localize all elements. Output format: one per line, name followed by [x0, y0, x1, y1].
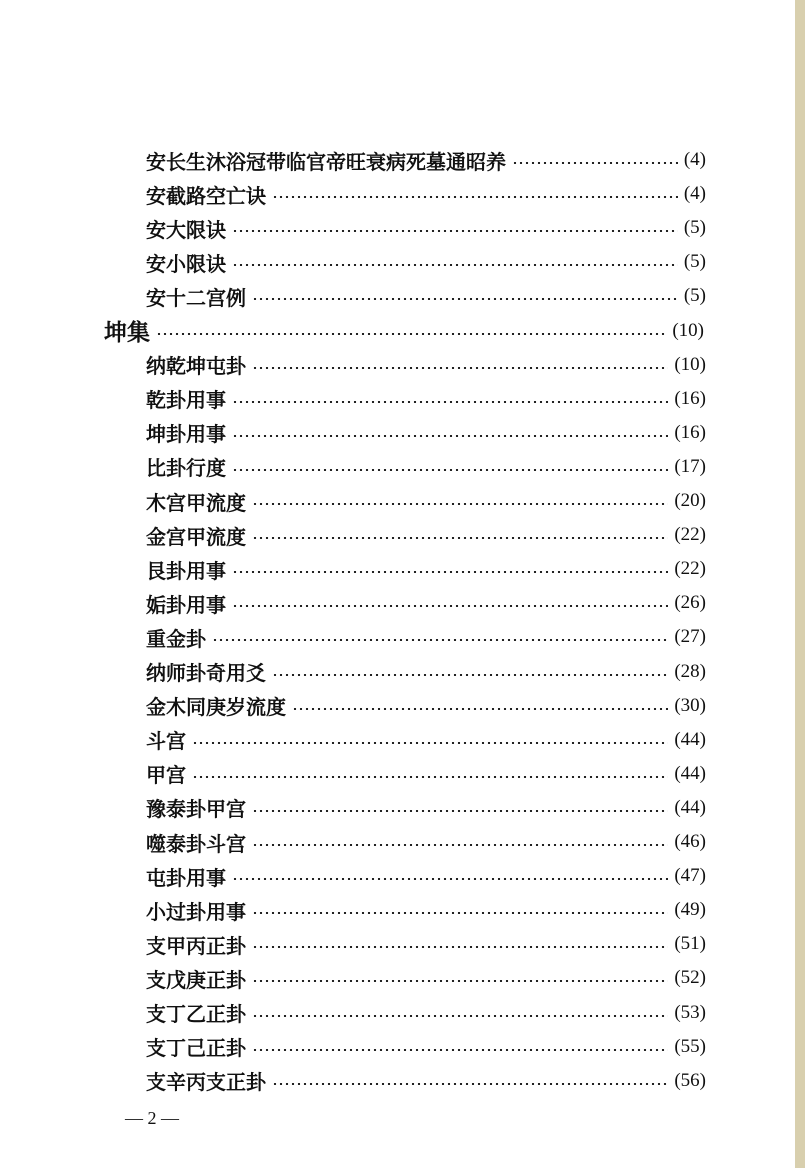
toc-entry — [146, 179, 706, 209]
toc-entry-title: 金宫甲流度 — [146, 524, 246, 549]
dot-leader — [232, 435, 668, 437]
toc-entry-title: 支戊庚正卦 — [146, 967, 246, 992]
toc-entry — [146, 657, 706, 687]
toc-entry-title: 乾卦用事 — [146, 388, 226, 413]
toc-entry-title: 支辛丙支正卦 — [146, 1070, 266, 1095]
dot-leader — [252, 367, 668, 369]
toc-entry-title: 小过卦用事 — [146, 899, 246, 924]
toc-entry-page: (46) — [674, 831, 706, 852]
page-number: — 2 — — [125, 1108, 179, 1128]
toc-entry-title: 噬泰卦斗宫 — [146, 831, 246, 856]
toc-entry-page: (10) — [674, 353, 706, 375]
toc-entry-title: 坤卦用事 — [146, 422, 226, 447]
toc-entry — [146, 622, 706, 652]
toc-entry-page: (4) — [683, 149, 706, 170]
toc-entry-page: (28) — [674, 660, 706, 682]
toc-entry — [146, 691, 706, 721]
toc-entry-page: (47) — [674, 865, 706, 887]
toc-entry-title: 艮卦用事 — [146, 558, 226, 583]
toc-entry-title: 支甲丙正卦 — [146, 933, 246, 958]
dot-leader — [272, 674, 668, 676]
dot-leader — [252, 503, 668, 505]
toc-entry — [146, 452, 706, 482]
dot-leader — [512, 162, 678, 164]
toc-entry — [146, 520, 706, 550]
dot-leader — [192, 776, 668, 778]
dot-leader — [292, 708, 668, 710]
toc-entry-page: (16) — [674, 387, 706, 409]
toc-entry-title: 斗宫 — [146, 729, 186, 754]
dot-leader — [232, 230, 678, 232]
dot-leader — [232, 264, 678, 266]
toc-entry-title: 豫泰卦甲宫 — [146, 797, 246, 822]
toc-entry-title: 甲宫 — [146, 763, 186, 788]
toc-entry-page: (44) — [674, 762, 706, 784]
toc-entry — [146, 929, 706, 959]
toc-entry-page: (55) — [674, 1035, 706, 1057]
toc-entry-page: (10) — [672, 319, 704, 341]
toc-entry-title: 支丁己正卦 — [146, 1036, 246, 1061]
toc-entry-title: 纳乾坤屯卦 — [146, 354, 246, 379]
toc-entry-page: (51) — [674, 933, 706, 955]
toc-entry — [146, 1032, 706, 1062]
toc-entry — [146, 827, 706, 857]
toc-entry-title: 纳师卦奇用爻 — [146, 661, 266, 685]
toc-entry — [146, 963, 706, 993]
toc-entry — [146, 861, 706, 891]
toc-entry-page: (22) — [674, 558, 706, 580]
dot-leader — [252, 537, 668, 539]
toc-entry-page: (26) — [674, 592, 706, 614]
toc-entry-page: (49) — [674, 899, 706, 921]
toc-entry — [146, 145, 706, 175]
dot-leader — [156, 333, 666, 335]
toc-entry-page: (53) — [674, 1001, 706, 1023]
toc-entry — [146, 247, 706, 277]
dot-leader — [192, 742, 668, 744]
toc-entry — [146, 725, 706, 755]
toc-entry-title: 安十二宫例 — [146, 285, 246, 310]
toc-entry — [146, 281, 706, 311]
toc-entry — [146, 418, 706, 448]
toc-entry-page: (44) — [674, 796, 706, 818]
dot-leader — [252, 980, 668, 982]
toc-entry-page: (44) — [674, 728, 706, 750]
toc-entry — [146, 1066, 706, 1096]
toc-section-heading — [104, 316, 704, 346]
toc-entry — [146, 350, 706, 380]
toc-entry-title: 安小限诀 — [146, 251, 226, 276]
toc-entry-title: 坤集 — [104, 319, 150, 346]
toc-entry-page: (17) — [674, 455, 706, 477]
toc-entry-page: (5) — [683, 251, 706, 273]
toc-entry-title: 木宫甲流度 — [146, 490, 246, 515]
dot-leader — [252, 844, 668, 846]
toc-entry — [146, 384, 706, 414]
toc-entry-title: 比卦行度 — [146, 456, 226, 481]
toc-entry-title: 支丁乙正卦 — [146, 1002, 246, 1026]
toc-entry-page: (5) — [683, 217, 706, 239]
toc-entry-title: 重金卦 — [146, 626, 206, 651]
dot-leader — [252, 810, 668, 812]
toc-entry-title: 安大限诀 — [146, 217, 226, 242]
dot-leader — [232, 571, 668, 573]
toc-entry-title: 姤卦用事 — [146, 592, 226, 617]
dot-leader — [252, 912, 668, 914]
toc-entry-page: (4) — [683, 183, 706, 205]
dot-leader — [232, 401, 668, 403]
dot-leader — [252, 946, 668, 948]
toc-entry-title: 屯卦用事 — [146, 865, 226, 890]
toc-entry-title: 安截路空亡诀 — [146, 183, 266, 208]
toc-entry-page: (27) — [674, 626, 706, 648]
toc-entry-title: 安长生沐浴冠带临官帝旺衰病死墓通昭养 — [146, 149, 506, 174]
dot-leader — [232, 878, 668, 880]
toc-entry-page: (30) — [674, 694, 706, 716]
toc-entry — [146, 998, 706, 1028]
toc-entry-page: (16) — [674, 421, 706, 443]
toc-entry — [146, 793, 706, 823]
toc-entry — [146, 895, 706, 925]
dot-leader — [252, 298, 678, 300]
toc-entry-page: (22) — [674, 524, 706, 546]
toc-entry — [146, 759, 706, 789]
toc-entry-page: (56) — [674, 1069, 706, 1091]
dot-leader — [232, 469, 668, 471]
toc-entry — [146, 213, 706, 243]
dot-leader — [272, 1083, 668, 1085]
dot-leader — [232, 605, 668, 607]
dot-leader — [252, 1049, 668, 1051]
toc-entry-page: (52) — [674, 967, 706, 989]
toc-entry — [146, 554, 706, 584]
dot-leader — [212, 639, 668, 641]
toc-entry — [146, 486, 706, 516]
toc-entry-page: (5) — [683, 285, 706, 307]
toc-entry — [146, 588, 706, 618]
dot-leader — [252, 1015, 668, 1017]
toc-entry-title: 金木同庚岁流度 — [146, 695, 286, 720]
toc-entry-page: (20) — [674, 490, 706, 511]
dot-leader — [272, 196, 678, 198]
